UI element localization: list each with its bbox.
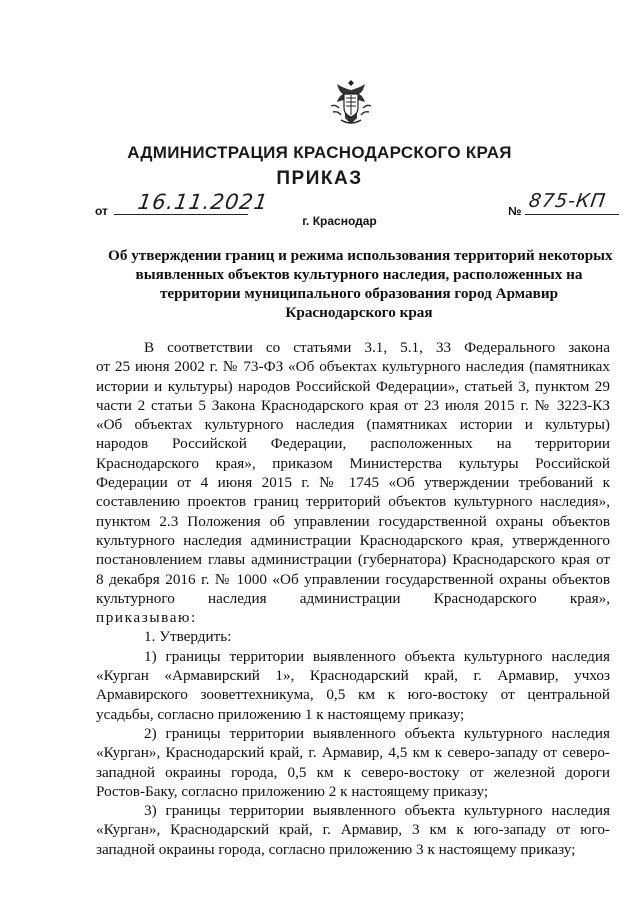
body-line: «Об объектах культурного наследия (памятниках истории и культуры): [96, 416, 610, 434]
document-title: [108, 246, 613, 322]
date-handwritten: 16.11.2021: [136, 190, 270, 214]
body-line: пунктом 2.3 Положения об управлении государственной охраны объектов: [96, 512, 610, 530]
body-line: Краснодарского края», приказом Министерства культуры Российской: [96, 454, 610, 472]
body-line: «Курган», Краснодарский край, г. Армавир, 3 км к юго-западу от юго-: [96, 821, 610, 839]
body-line: части 2 статьи 5 Закона Краснодарского края от 23 июля 2015 г. № 3223-КЗ: [96, 396, 610, 414]
city: г. Краснодар: [302, 214, 377, 228]
number-label: №: [508, 204, 522, 218]
title-line: Краснодарского края: [285, 304, 433, 321]
number-handwritten: 875-КП: [527, 190, 608, 212]
date-label: от: [95, 204, 108, 218]
body-line: постановлением главы администрации (губернатора) Краснодарского края от: [96, 551, 610, 569]
number-underline: [525, 214, 619, 215]
body-line: приказываю:: [96, 609, 197, 627]
title-line: выявленных объектов культурного наследия, расположенных на: [135, 266, 583, 283]
body-line: 8 декабря 2016 г. № 1000 «Об управлении государственной охраны объектов: [96, 570, 610, 588]
body-line: культурного наследия администрации Краснодарского края, утвержденного: [96, 531, 610, 549]
body-line: «Курган «Армавирский 1», Краснодарский край, г. Армавир, учхоз: [96, 667, 610, 685]
coat-of-arms-icon: [327, 76, 375, 128]
body-line: В соответствии со статьями 3.1, 5.1, 33 Федерального закона: [144, 339, 610, 356]
body-line: народов Российской Федерации, расположенных на территории: [96, 435, 610, 453]
body-line: составлению проектов границ территорий объектов культурного наследия»,: [96, 493, 610, 511]
body-line: от 25 июня 2002 г. № 73-ФЗ «Об объектах культурного наследия (памятниках: [96, 358, 610, 376]
body-line: западной окраины города, согласно приложению 3 к настоящему приказу;: [96, 840, 576, 858]
title-line: Об утверждении границ и режима использования территорий некоторых: [108, 247, 613, 264]
document-body: [96, 338, 610, 859]
body-line: истории и культуры) народов Российской Федерации», статьей 3, пунктом 29: [96, 377, 610, 395]
issuing-authority: АДМИНИСТРАЦИЯ КРАСНОДАРСКОГО КРАЯ: [127, 143, 512, 162]
body-line: Федерации от 4 июня 2015 г. № 1745 «Об утверждении требований к: [96, 474, 610, 492]
body-line: Армавирского зооветтехникума, 0,5 км к юго-востоку от центральной: [96, 686, 610, 704]
body-line: культурного наследия администрации Краснодарского края»,: [96, 589, 610, 607]
body-line: 1) границы территории выявленного объекта культурного наследия: [144, 647, 610, 665]
document-type: ПРИКАЗ: [276, 168, 363, 189]
body-line: 2) границы территории выявленного объекта культурного наследия: [144, 724, 610, 742]
body-line: Ростов-Баку, согласно приложению 2 к настоящему приказу;: [96, 782, 489, 800]
body-line: «Курган», Краснодарский край, г. Армавир, 4,5 км к северо-западу от северо-: [96, 744, 610, 762]
body-line: усадьбы, согласно приложению 1 к настоящему приказу;: [96, 705, 465, 723]
title-line: территории муниципального образования город Армавир: [159, 285, 559, 302]
body-line: 3) границы территории выявленного объекта культурного наследия: [144, 802, 610, 820]
body-line: западной окраины города, 0,5 км к северо-востоку от железной дороги: [96, 763, 610, 781]
body-line: 1. Утвердить:: [144, 628, 232, 646]
